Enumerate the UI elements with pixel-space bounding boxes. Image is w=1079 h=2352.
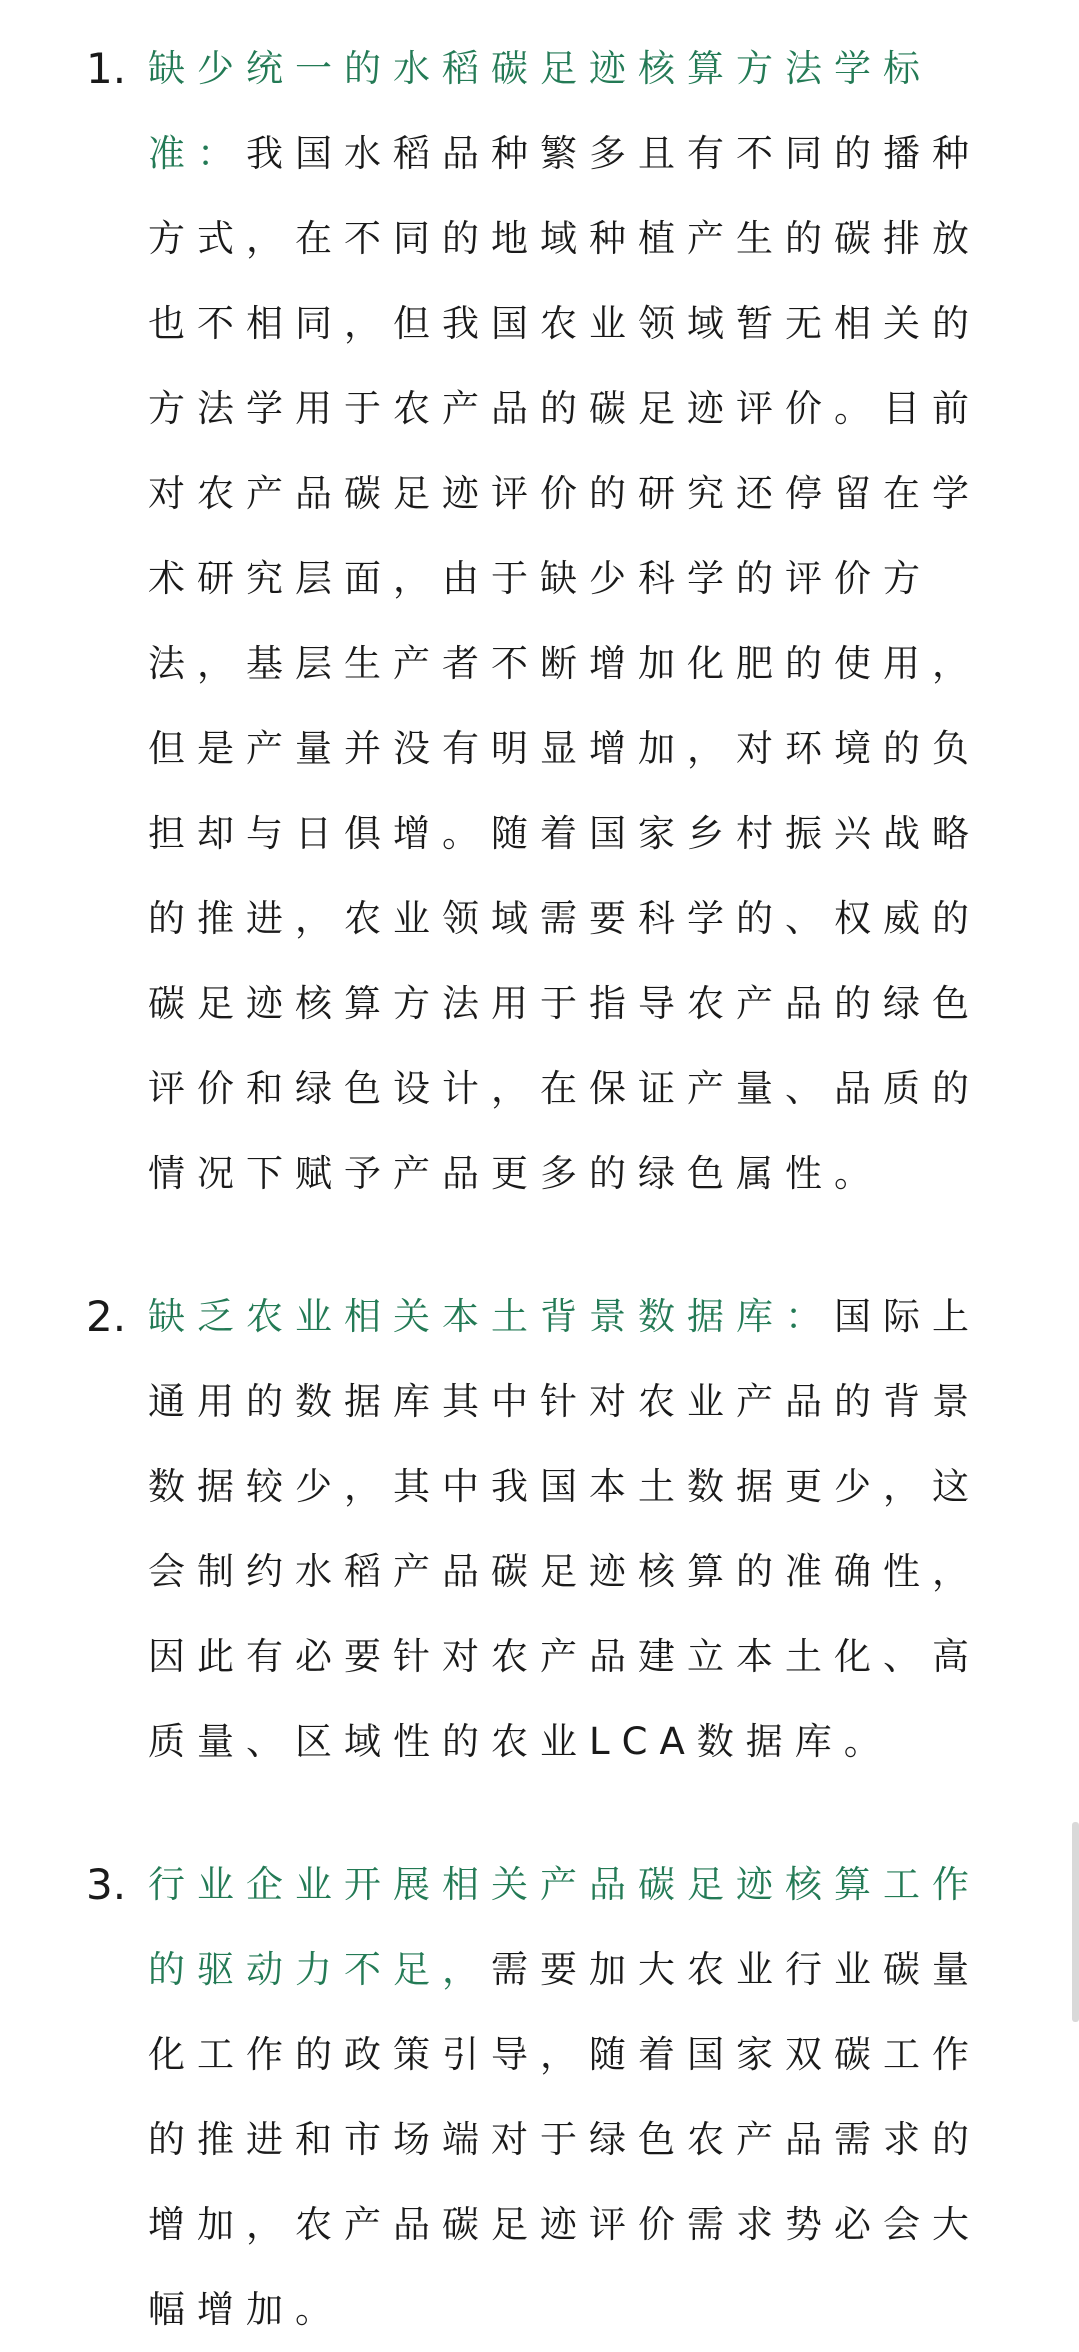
list-item-number: 1. bbox=[86, 44, 127, 93]
list-item-title: 缺乏农业相关本土背景数据库： bbox=[148, 1295, 834, 1338]
list-item bbox=[86, 1274, 1016, 1784]
list-item-number: 3. bbox=[86, 1860, 127, 1909]
vertical-scrollbar[interactable] bbox=[1072, 1822, 1079, 2022]
list-item-body: 需要加大农业行业碳量化工作的政策引导，随着国家双碳工作的推进和市场端对于绿色农产品需求的增加，农产品碳足迹评价需求势必会大幅增加。 bbox=[148, 1948, 981, 2331]
list-item-body: 国际上通用的数据库其中针对农业产品的背景数据较少，其中我国本土数据更少，这会制约水稻产品碳足迹核算的准确性，因此有必要针对农产品建立本土化、高质量、区域性的农业LCA数据库。 bbox=[148, 1295, 981, 1763]
list-item-body: 我国水稻品种繁多且有不同的播种方式，在不同的地域种植产生的碳排放也不相同，但我国农业领域暂无相关的方法学用于农产品的碳足迹评价。目前对农产品碳足迹评价的研究还停留在学术研究层面，由于缺少科学的评价方法，基层生产者不断增加化肥的使用，但是产量并没有明显增加，对环境的负担却与日俱增。随着国家乡村振兴战略的推进，农业领域需要科学的、权威的碳足迹核算方法用于指导农产品的绿色评价和绿色设计，在保证产量、品质的情况下赋予产品更多的绿色属性。 bbox=[148, 132, 981, 1195]
numbered-list bbox=[86, 26, 1016, 2352]
list-item-number: 2. bbox=[86, 1292, 127, 1341]
list-item-title: 行业企业开展相关产品碳足迹核算工作的驱动力不足， bbox=[148, 1863, 981, 1991]
list-item bbox=[86, 26, 1016, 1216]
list-item bbox=[86, 1842, 1016, 2352]
list-item-title: 缺少统一的水稻碳足迹核算方法学标准： bbox=[148, 47, 932, 175]
